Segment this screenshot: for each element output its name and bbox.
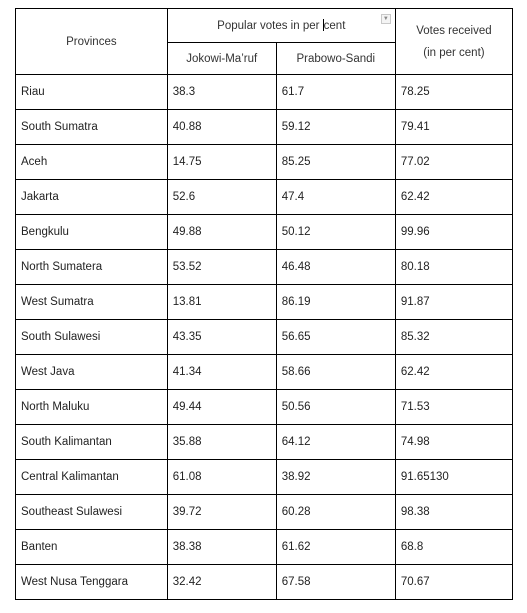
province-cell[interactable]: South Kalimantan <box>16 425 168 460</box>
jokowi-cell[interactable]: 13.81 <box>167 285 276 320</box>
votes-cell[interactable]: 68.8 <box>395 530 512 565</box>
table-row <box>16 390 513 425</box>
jokowi-cell[interactable]: 43.35 <box>167 320 276 355</box>
jokowi-cell[interactable]: 49.88 <box>167 215 276 250</box>
table-row <box>16 250 513 285</box>
popular-votes-text-start: Popular votes in per <box>217 20 323 32</box>
province-cell[interactable]: Jakarta <box>16 180 168 215</box>
prabowo-cell[interactable]: 61.62 <box>276 530 395 565</box>
jokowi-cell[interactable]: 38.3 <box>167 75 276 110</box>
prabowo-cell[interactable]: 85.25 <box>276 145 395 180</box>
prabowo-cell[interactable]: 58.66 <box>276 355 395 390</box>
prabowo-cell[interactable]: 86.19 <box>276 285 395 320</box>
votes-received-line1: Votes received <box>416 24 492 37</box>
prabowo-cell[interactable]: 56.65 <box>276 320 395 355</box>
votes-cell[interactable]: 85.32 <box>395 320 512 355</box>
table-row <box>16 530 513 565</box>
votes-cell[interactable]: 99.96 <box>395 215 512 250</box>
province-cell[interactable]: Aceh <box>16 145 168 180</box>
table-body <box>16 75 513 600</box>
jokowi-cell[interactable]: 41.34 <box>167 355 276 390</box>
votes-cell[interactable]: 62.42 <box>395 355 512 390</box>
prabowo-cell[interactable]: 61.7 <box>276 75 395 110</box>
province-cell[interactable]: South Sumatra <box>16 110 168 145</box>
province-cell[interactable]: West Nusa Tenggara <box>16 565 168 600</box>
province-cell[interactable]: North Maluku <box>16 390 168 425</box>
votes-cell[interactable]: 91.87 <box>395 285 512 320</box>
table-row <box>16 145 513 180</box>
jokowi-cell[interactable]: 53.52 <box>167 250 276 285</box>
jokowi-cell[interactable]: 49.44 <box>167 390 276 425</box>
votes-cell[interactable]: 62.42 <box>395 180 512 215</box>
votes-cell[interactable]: 70.67 <box>395 565 512 600</box>
jokowi-cell[interactable]: 38.38 <box>167 530 276 565</box>
table-row <box>16 355 513 390</box>
table-row <box>16 285 513 320</box>
prabowo-cell[interactable]: 60.28 <box>276 495 395 530</box>
prabowo-cell[interactable]: 64.12 <box>276 425 395 460</box>
table-row <box>16 425 513 460</box>
jokowi-cell[interactable]: 14.75 <box>167 145 276 180</box>
cell-menu-arrow-icon[interactable]: ▼ <box>381 14 391 24</box>
prabowo-cell[interactable]: 38.92 <box>276 460 395 495</box>
prabowo-cell[interactable]: 59.12 <box>276 110 395 145</box>
province-cell[interactable]: Central Kalimantan <box>16 460 168 495</box>
province-cell[interactable]: North Sumatera <box>16 250 168 285</box>
votes-cell[interactable]: 80.18 <box>395 250 512 285</box>
province-cell[interactable]: West Sumatra <box>16 285 168 320</box>
jokowi-cell[interactable]: 35.88 <box>167 425 276 460</box>
prabowo-cell[interactable]: 47.4 <box>276 180 395 215</box>
jokowi-cell[interactable]: 32.42 <box>167 565 276 600</box>
jokowi-cell[interactable]: 61.08 <box>167 460 276 495</box>
table-row <box>16 320 513 355</box>
province-cell[interactable]: South Sulawesi <box>16 320 168 355</box>
popular-votes-header[interactable] <box>167 9 395 43</box>
province-cell[interactable]: West Java <box>16 355 168 390</box>
province-cell[interactable]: Banten <box>16 530 168 565</box>
province-cell[interactable]: Bengkulu <box>16 215 168 250</box>
jokowi-header[interactable]: Jokowi-Ma’ruf <box>167 43 276 75</box>
votes-received-line2: (in per cent) <box>423 46 485 59</box>
table-row <box>16 460 513 495</box>
votes-received-header[interactable] <box>395 9 512 75</box>
prabowo-cell[interactable]: 67.58 <box>276 565 395 600</box>
table-row <box>16 495 513 530</box>
table-row <box>16 110 513 145</box>
provinces-header[interactable]: Provinces <box>16 9 168 75</box>
jokowi-cell[interactable]: 52.6 <box>167 180 276 215</box>
province-cell[interactable]: Riau <box>16 75 168 110</box>
province-cell[interactable]: Southeast Sulawesi <box>16 495 168 530</box>
jokowi-cell[interactable]: 39.72 <box>167 495 276 530</box>
table-row <box>16 565 513 600</box>
table-row <box>16 215 513 250</box>
prabowo-cell[interactable]: 50.12 <box>276 215 395 250</box>
votes-cell[interactable]: 98.38 <box>395 495 512 530</box>
table-row <box>16 180 513 215</box>
votes-cell[interactable]: 78.25 <box>395 75 512 110</box>
votes-cell[interactable]: 79.41 <box>395 110 512 145</box>
table-row <box>16 75 513 110</box>
votes-cell[interactable]: 74.98 <box>395 425 512 460</box>
votes-cell[interactable]: 71.53 <box>395 390 512 425</box>
prabowo-cell[interactable]: 50.56 <box>276 390 395 425</box>
popular-votes-text-end: cent <box>323 20 346 32</box>
votes-table <box>15 8 513 600</box>
prabowo-header[interactable]: Prabowo-Sandi <box>276 43 395 75</box>
votes-cell[interactable]: 77.02 <box>395 145 512 180</box>
votes-cell[interactable]: 91.65130 <box>395 460 512 495</box>
jokowi-cell[interactable]: 40.88 <box>167 110 276 145</box>
prabowo-cell[interactable]: 46.48 <box>276 250 395 285</box>
